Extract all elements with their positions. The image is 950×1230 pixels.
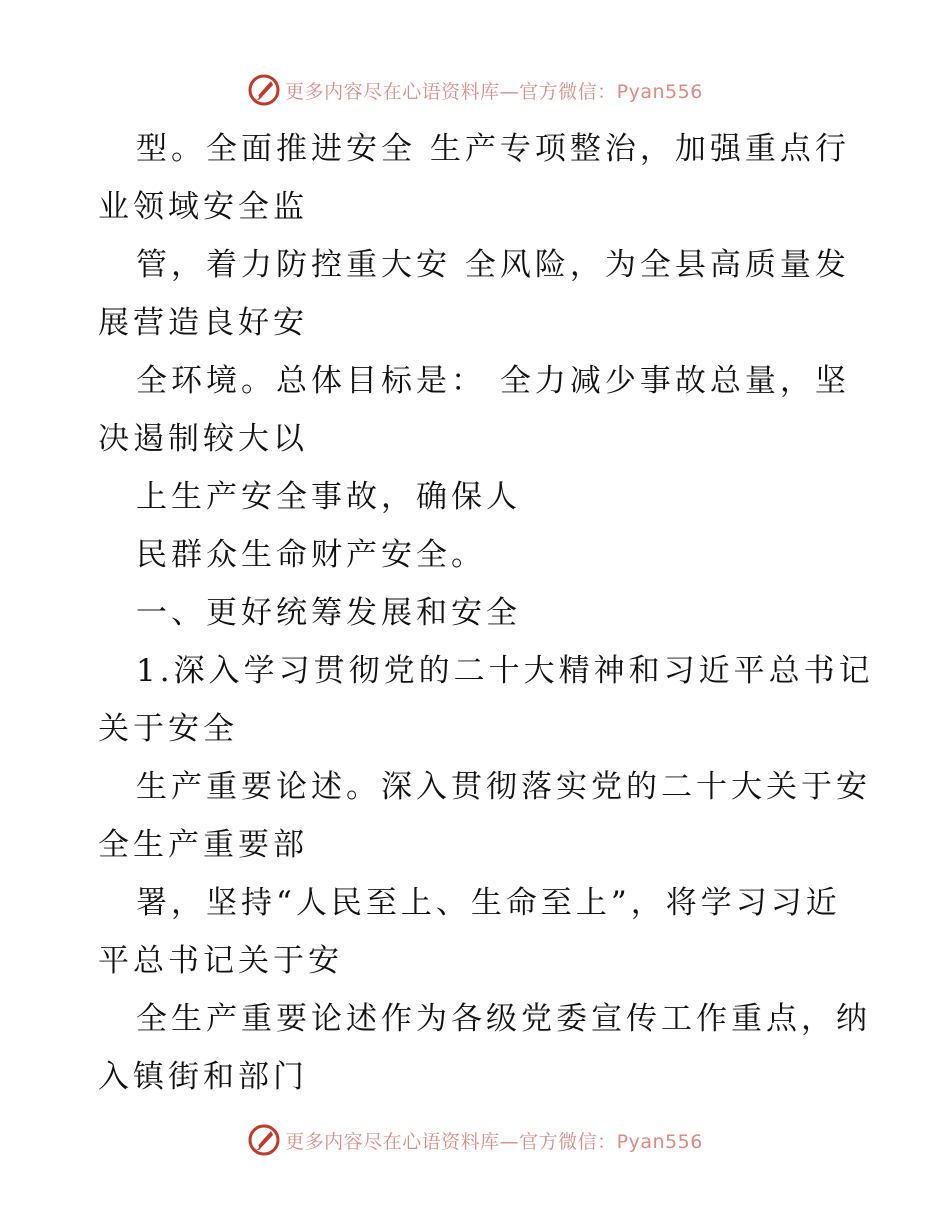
text-line: 业领域安全监: [98, 189, 308, 225]
text-line: 民群众生命财产安全。: [136, 537, 486, 573]
text-line: 平总书记关于安: [98, 943, 343, 979]
header-watermark: [0, 70, 950, 110]
header-watermark-text: 更多内容尽在心语资料库—官方微信：Pyan556: [285, 80, 703, 103]
text-line: 生产重要论述。深入贯彻落实党的二十大关于安: [136, 769, 871, 805]
text-line: 1.深入学习贯彻党的二十大精神和习近平总书记: [136, 653, 874, 689]
footer-watermark: [0, 1120, 950, 1160]
text-line: 入镇街和部门: [98, 1059, 308, 1095]
text-line: 型。全面推进安全 生产专项整治，加强重点行: [136, 131, 850, 167]
quill-logo-icon: [247, 73, 281, 107]
quill-logo-icon: [247, 1123, 281, 1157]
text-line: 关于安全: [98, 711, 238, 747]
text-line: 决遏制较大以: [98, 421, 308, 457]
text-line: 署，坚持“人民至上、生命至上”，将学习习近: [136, 885, 841, 921]
text-line: 全生产重要论述作为各级党委宣传工作重点，纳: [136, 1001, 871, 1037]
text-line: 展营造良好安: [98, 305, 308, 341]
text-line: 一、更好统筹发展和安全: [136, 595, 521, 631]
text-line: 全生产重要部: [98, 827, 308, 863]
text-line: 管，着力防控重大安 全风险，为全县高质量发: [136, 247, 850, 283]
text-line: 全环境。总体目标是： 全力减少事故总量，坚: [136, 363, 850, 399]
footer-watermark-text: 更多内容尽在心语资料库—官方微信：Pyan556: [285, 1130, 703, 1153]
text-line: 上生产安全事故，确保人: [136, 479, 521, 515]
document-body: [98, 120, 874, 1106]
